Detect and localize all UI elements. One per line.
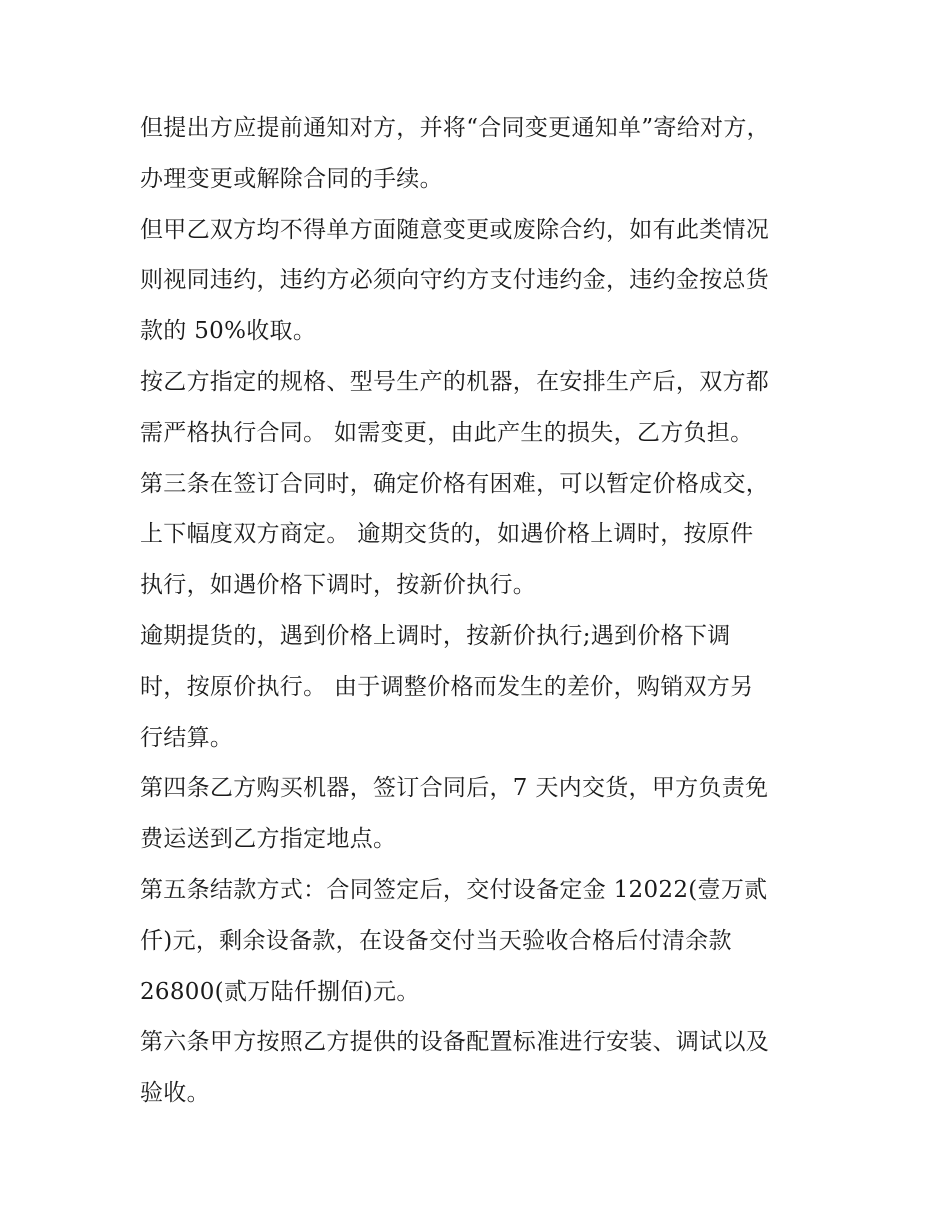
- text-line: 第四条乙方购买机器，签订合同后，7 天内交货，甲方负责免: [140, 775, 769, 802]
- text-line: 逾期提货的，遇到价格上调时，按新价执行;遇到价格下调: [140, 622, 731, 649]
- text-line: 行结算。: [140, 724, 234, 751]
- text-line: 26800(贰万陆仟捌佰)元。: [140, 978, 420, 1005]
- text-line: 执行，如遇价格下调时，按新价执行。: [140, 572, 537, 599]
- text-line: 时，按原价执行。 由于调整价格而发生的差价，购销双方另: [140, 673, 754, 700]
- document-body: [140, 103, 820, 1119]
- text-line: 办理变更或解除合同的手续。: [140, 165, 443, 192]
- text-line: 第三条在签订合同时，确定价格有困难，可以暂定价格成交，: [140, 470, 770, 497]
- text-line: 按乙方指定的规格、型号生产的机器，在安排生产后，双方都: [140, 368, 770, 395]
- text-line: 需严格执行合同。 如需变更，由此产生的损失，乙方负担。: [140, 419, 754, 446]
- text-line: 验收。: [140, 1080, 210, 1107]
- text-line: 费运送到乙方指定地点。: [140, 826, 397, 853]
- text-line: 款的 50%收取。: [140, 318, 317, 345]
- text-line: 上下幅度双方商定。 逾期交货的，如遇价格上调时，按原件: [140, 521, 754, 548]
- text-line: 但提出方应提前通知对方，并将“合同变更通知单”寄给对方，: [140, 115, 770, 141]
- text-line: 第五条结款方式：合同签定后，交付设备定金 12022(壹万贰: [140, 876, 768, 903]
- text-line: 但甲乙双方均不得单方面随意变更或废除合约，如有此类情况: [140, 216, 770, 243]
- text-line: 第六条甲方按照乙方提供的设备配置标准进行安装、调试以及: [140, 1029, 770, 1056]
- text-line: 仟)元，剩余设备款，在设备交付当天验收合格后付清余款: [140, 927, 732, 954]
- text-line: 则视同违约，违约方必须向守约方支付违约金，违约金按总货: [140, 267, 770, 294]
